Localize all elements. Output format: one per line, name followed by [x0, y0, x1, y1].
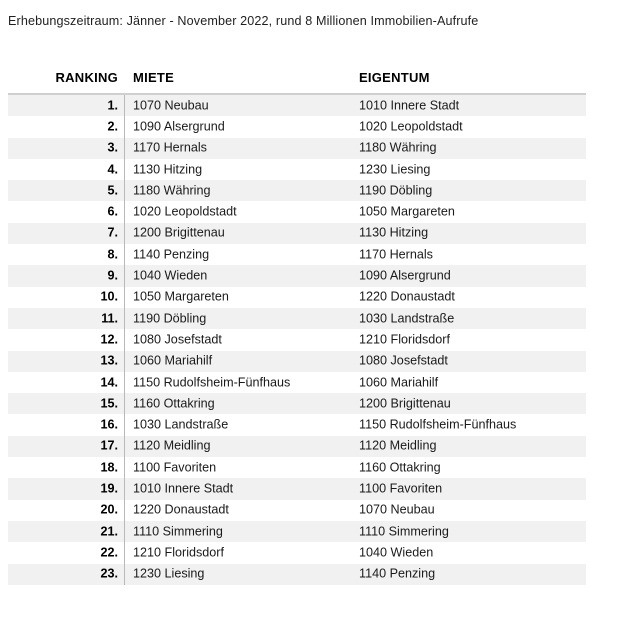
cell-ranking: 23.	[100, 566, 118, 581]
cell-miete: 1210 Floridsdorf	[133, 545, 225, 560]
cell-eigentum: 1070 Neubau	[359, 502, 435, 517]
cell-ranking: 11.	[101, 311, 118, 326]
cell-ranking: 19.	[100, 481, 118, 496]
cell-miete: 1080 Josefstadt	[133, 332, 222, 347]
cell-eigentum: 1130 Hitzing	[359, 225, 429, 240]
cell-eigentum: 1120 Meidling	[359, 438, 437, 453]
cell-eigentum: 1170 Hernals	[359, 247, 433, 262]
cell-eigentum: 1090 Alsergrund	[359, 268, 451, 283]
column-header-miete: MIETE	[133, 70, 175, 85]
cell-miete: 1090 Alsergrund	[133, 119, 225, 134]
cell-eigentum: 1010 Innere Stadt	[359, 98, 460, 113]
cell-eigentum: 1100 Favoriten	[359, 481, 443, 496]
cell-ranking: 1.	[107, 98, 118, 113]
cell-ranking: 2.	[107, 119, 118, 134]
table-row	[8, 244, 586, 265]
table-row	[8, 287, 586, 308]
cell-eigentum: 1180 Währing	[359, 140, 437, 155]
cell-ranking: 6.	[107, 204, 118, 219]
cell-ranking: 15.	[100, 396, 118, 411]
table-row	[8, 542, 586, 563]
table-row	[8, 500, 586, 521]
table-row	[8, 201, 586, 222]
table-row	[8, 436, 586, 457]
table-row	[8, 95, 586, 116]
table-row	[8, 265, 586, 286]
cell-eigentum: 1040 Wieden	[359, 545, 434, 560]
cell-eigentum: 1030 Landstraße	[359, 311, 455, 326]
cell-miete: 1130 Hitzing	[133, 162, 203, 177]
table-row	[8, 180, 586, 201]
cell-miete: 1060 Mariahilf	[133, 353, 213, 368]
cell-ranking: 5.	[107, 183, 118, 198]
cell-eigentum: 1150 Rudolfsheim-Fünfhaus	[359, 417, 517, 432]
cell-eigentum: 1020 Leopoldstadt	[359, 119, 463, 134]
cell-miete: 1040 Wieden	[133, 268, 208, 283]
cell-eigentum: 1220 Donaustadt	[359, 289, 455, 304]
table-row	[8, 521, 586, 542]
cell-miete: 1020 Leopoldstadt	[133, 204, 237, 219]
cell-eigentum: 1200 Brigittenau	[359, 396, 451, 411]
cell-ranking: 18.	[100, 460, 118, 475]
cell-miete: 1200 Brigittenau	[133, 225, 225, 240]
cell-miete: 1230 Liesing	[133, 566, 205, 581]
cell-miete: 1220 Donaustadt	[133, 502, 229, 517]
cell-eigentum: 1060 Mariahilf	[359, 375, 439, 389]
table-body	[8, 93, 586, 585]
cell-eigentum: 1190 Döbling	[359, 183, 433, 198]
cell-miete: 1050 Margareten	[133, 289, 229, 304]
cell-eigentum: 1080 Josefstadt	[359, 353, 448, 368]
cell-miete: 1120 Meidling	[133, 438, 211, 453]
cell-miete: 1140 Penzing	[133, 247, 210, 262]
cell-miete: 1180 Währing	[133, 183, 211, 198]
table-header-row	[8, 70, 586, 93]
column-header-eigentum: EIGENTUM	[359, 70, 430, 85]
cell-ranking: 12.	[100, 332, 118, 347]
table-row	[8, 138, 586, 159]
cell-miete: 1150 Rudolfsheim-Fünfhaus	[133, 375, 291, 389]
survey-period-caption: Erhebungszeitraum: Jänner - November 2022, rund 8 Millionen Immobilien-Aufrufe	[8, 14, 479, 28]
cell-ranking: 20.	[100, 502, 118, 517]
table-row	[8, 329, 586, 350]
table-row	[8, 116, 586, 137]
cell-ranking: 22.	[100, 545, 118, 560]
cell-miete: 1010 Innere Stadt	[133, 481, 234, 496]
cell-eigentum: 1210 Floridsdorf	[359, 332, 451, 347]
table-row	[8, 478, 586, 499]
table-row	[8, 351, 586, 372]
table-row	[8, 457, 586, 478]
table-row	[8, 393, 586, 414]
cell-eigentum: 1110 Simmering	[359, 524, 449, 539]
cell-eigentum: 1160 Ottakring	[359, 460, 441, 475]
cell-miete: 1170 Hernals	[133, 140, 207, 155]
cell-eigentum: 1230 Liesing	[359, 162, 431, 177]
cell-ranking: 17.	[100, 438, 118, 453]
cell-ranking: 4.	[107, 162, 118, 177]
cell-ranking: 16.	[100, 417, 118, 432]
cell-miete: 1030 Landstraße	[133, 417, 229, 432]
cell-miete: 1100 Favoriten	[133, 460, 217, 475]
column-header-ranking: RANKING	[55, 70, 118, 85]
table-row	[8, 308, 586, 329]
cell-ranking: 9.	[107, 268, 118, 283]
table-row	[8, 372, 586, 393]
table-row	[8, 414, 586, 435]
cell-ranking: 8.	[107, 247, 118, 262]
cell-miete: 1190 Döbling	[133, 311, 207, 326]
cell-eigentum: 1050 Margareten	[359, 204, 455, 219]
table-row	[8, 159, 586, 180]
cell-miete: 1160 Ottakring	[133, 396, 215, 411]
cell-ranking: 14.	[100, 375, 118, 389]
cell-ranking: 10.	[100, 289, 118, 304]
ranking-table	[8, 70, 586, 585]
cell-miete: 1070 Neubau	[133, 98, 209, 113]
cell-eigentum: 1140 Penzing	[359, 566, 436, 581]
cell-miete: 1110 Simmering	[133, 524, 223, 539]
cell-ranking: 3.	[107, 140, 118, 155]
table-row	[8, 564, 586, 585]
cell-ranking: 21.	[100, 524, 118, 539]
cell-ranking: 7.	[107, 225, 118, 240]
cell-ranking: 13.	[100, 353, 118, 368]
table-row	[8, 223, 586, 244]
